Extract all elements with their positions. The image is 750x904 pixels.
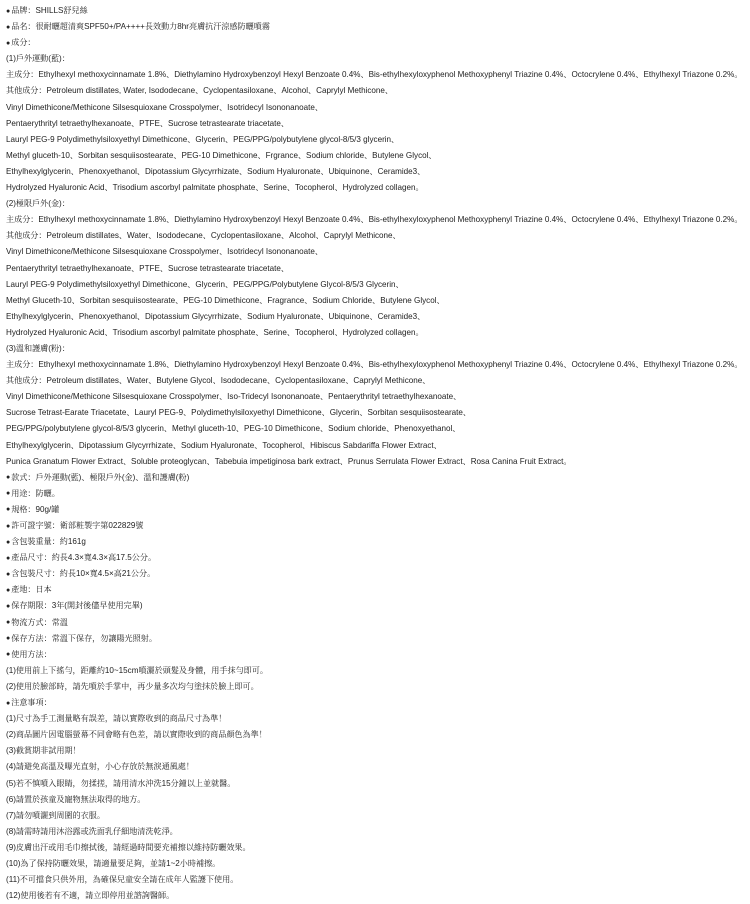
spec-bullet-line: ● 產地：日本 (6, 582, 744, 598)
spec-bullet-line: ● 規格：90g/罐 (6, 502, 744, 518)
spec-text-line: Vinyl Dimethicone/Methicone Silsesquioxane Crosspolymer、Isotridecyl Isononanoate、 (6, 102, 324, 112)
spec-bullet-line: ● 品名：很耐曬超清爽SPF50+/PA++++長效動力8hr亮膚抗汗涼感防曬噴霧 (6, 19, 744, 35)
spec-bullet-line: ● 用途：防曬。 (6, 486, 744, 502)
spec-text-line: (8)請需時請用沐浴露或洗面乳仔細地清洗乾淨。 (6, 826, 178, 836)
spec-text-line: Ethylhexylglycerin、Dipotassium Glycyrrhizate、Sodium Hyaluronate、Tocopherol、Hibiscus Sabdariffa Flower Extract、 (6, 440, 442, 450)
spec-text-line: (10)為了保持防曬效果，請適量要足夠，並請1~2小時補擦。 (6, 858, 221, 868)
spec-bullet-line: ● 注意事項： (6, 695, 744, 711)
spec-text-line: Methyl gluceth-10、Sorbitan sesquiisostearate、PEG-10 Dimethicone、Frgrance、Sodium chloride、Butylene Glycol、 (6, 150, 437, 160)
spec-text-line: Hydrolyzed Hyaluronic Acid、Trisodium ascorbyl palmitate phosphate、Serine、Tocopherol、Hydrolyzed collagen。 (6, 327, 424, 337)
spec-text-line: 其他成分：Petroleum distillates, Water, Isododecane、Cyclopentasiloxane、Alcohol、Caprylyl Methicone、 (6, 86, 394, 96)
spec-bullet-line: ● 保存方法：常溫下保存，勿讓陽光照射。 (6, 631, 744, 647)
spec-text-line: (9)皮膚出汗或用毛巾擦拭後，請經過時間要充補擦以維持防曬效果。 (6, 842, 251, 852)
product-spec-document (6, 3, 744, 904)
spec-bullet-line: ● 品牌：SHILLS舒兒絲 (6, 3, 744, 19)
spec-text-line: Lauryl PEG-9 Polydimethylsiloxyethyl Dimethicone、Glycerin、PEG/PPG/Polybutylene Glycol-8/5/3 Glycerin、 (6, 279, 404, 289)
spec-text-line: (1)使用前上下搖勻，距離約10~15cm噴灑於頭髮及身體，用手抹勻即可。 (6, 665, 268, 675)
spec-text-line: (5)若不慎噴入眼睛，勿揉搓，請用清水沖洗15分鐘以上並就醫。 (6, 778, 236, 788)
spec-text-line: (1)尺寸為手工測量略有誤差，請以實際收到的商品尺寸為準！ (6, 714, 227, 724)
spec-text-line: (3)截賞期非試用期！ (6, 746, 81, 756)
spec-text-line: Sucrose Tetrast-Earate Triacetate、Lauryl PEG-9、Polydimethylsiloxyethyl Dimethicone、Glycerin、Sorbitan sesquiisostearate、 (6, 408, 471, 418)
spec-bullet-line: ● 含包裝重量：約161g (6, 534, 744, 550)
spec-text-line: Lauryl PEG-9 Polydimethylsiloxyethyl Dimethicone、Glycerin、PEG/PPG/polybutylene glycol-8/5/3 glycerin、 (6, 134, 400, 144)
spec-bullet-line: ● 許可證字號：衛部粧製字第022829號 (6, 518, 744, 534)
spec-text-line: PEG/PPG/polybutylene glycol-8/5/3 glycerin、Methyl gluceth-10、PEG-10 Dimethicone、Sodium chloride、Phenoxyethanol、 (6, 424, 461, 434)
spec-bullet-line: ● 含包裝尺寸：約長10×寬4.5×高21公分。 (6, 566, 744, 582)
spec-text-line: Ethylhexylglycerin、Phenoxyethanol、Dipotassium Glycyrrhizate、Sodium Hyaluronate、Ubiquinone、Ceramide3、 (6, 311, 426, 321)
spec-bullet-line: ● 成分： (6, 35, 744, 51)
spec-text-line: Pentaerythrityl tetraethylhexanoate、PTFE、Sucrose tetrastearate triacetate、 (6, 263, 289, 273)
spec-text-line: (2)使用於臉部時，請先噴於手掌中，再少量多次均勻塗抹於臉上即可。 (6, 681, 259, 691)
spec-text-line: 主成分：Ethylhexyl methoxycinnamate 1.8%、Diethylamino Hydroxybenzoyl Hexyl Benzoate 0.4%、Bis-ethylhexyloxyphenol Methoxyphenyl Triazine 0.4%、Octocrylene 0.4%、Ethylhexyl Triazone 0.2%。 (6, 360, 743, 370)
spec-text-line: (1)戶外運動(藍)： (6, 54, 70, 64)
spec-text-line: (11)不可擋食只供外用，為確保兒童安全請在成年人監護下使用。 (6, 875, 239, 885)
spec-text-line: 其他成分：Petroleum distillates、Water、Isododecane、Cyclopentasiloxane、Alcohol、Caprylyl Methicone、 (6, 231, 401, 241)
spec-bullet-line: ● 款式：戶外運動(藍)、極限戶外(金)、溫和護膚(粉) (6, 470, 744, 486)
spec-text-line: 主成分：Ethylhexyl methoxycinnamate 1.8%、Diethylamino Hydroxybenzoyl Hexyl Benzoate 0.4%、Bis-ethylhexyloxyphenol Methoxyphenyl Triazine 0.4%、Octocrylene 0.4%、Ethylhexyl Triazone 0.2%。 (6, 70, 743, 80)
spec-text-line: (3)溫和護膚(粉)： (6, 343, 70, 353)
spec-text-line: Vinyl Dimethicone/Methicone Silsesquioxane Crosspolymer、Iso-Tridecyl Isononanoate、Pentaerythrityl tetraethylhexanoate、 (6, 392, 462, 402)
spec-bullet-line: ● 物流方式：常溫 (6, 615, 744, 631)
spec-text-line: Hydrolyzed Hyaluronic Acid、Trisodium ascorbyl palmitate phosphate、Serine、Tocopherol、Hydrolyzed collagen。 (6, 183, 424, 193)
spec-bullet-line: ● 保存期限：3年(開封後儘早使用完畢) (6, 598, 744, 614)
spec-text-line: Punica Granatum Flower Extract、Soluble proteoglycan、Tabebuia impetiginosa bark extract、Prunus Serrulata Flower Extract、Rosa Canina Fruit Extract。 (6, 456, 572, 466)
spec-text-line: (6)請置於孩童及寵物無法取得的地方。 (6, 794, 146, 804)
spec-bullet-line: ● 使用方法： (6, 647, 744, 663)
spec-text-line: Vinyl Dimethicone/Methicone Silsesquioxane Crosspolymer、Isotridecyl Isononanoate、 (6, 247, 324, 257)
spec-text-line: 主成分：Ethylhexyl methoxycinnamate 1.8%、Diethylamino Hydroxybenzoyl Hexyl Benzoate 0.4%、Bis-ethylhexyloxyphenol Methoxyphenyl Triazine 0.4%、Octocrylene 0.4%、Ethylhexyl Triazone 0.2%。 (6, 215, 743, 225)
spec-text-line: 其他成分：Petroleum distillates、Water、Butylene Glycol、Isododecane、Cyclopentasiloxane、Caprylyl Methicone、 (6, 376, 431, 386)
spec-text-line: Methyl Gluceth-10、Sorbitan sesquiisostearate、PEG-10 Dimethicone、Fragrance、Sodium Chloride、Butylene Glycol、 (6, 295, 445, 305)
spec-text-line: (2)商品圖片因電腦螢幕不同會略有色差，請以實際收到的商品顏色為準！ (6, 730, 267, 740)
spec-text-line: (4)請避免高溫及曝光直射，小心存放於無淚通風處！ (6, 762, 194, 772)
spec-bullet-line: ● 產品尺寸：約長4.3×寬4.3×高17.5公分。 (6, 550, 744, 566)
spec-text-line: (12)使用後若有不適，請立即停用並諮詢醫師。 (6, 891, 175, 901)
spec-text-line: (7)請勿噴灑到周圍的衣服。 (6, 810, 105, 820)
spec-text-line: Pentaerythrityl tetraethylhexanoate、PTFE、Sucrose tetrastearate triacetate、 (6, 118, 289, 128)
spec-text-line: Ethylhexylglycerin、Phenoxyethanol、Dipotassium Glycyrrhizate、Sodium Hyaluronate、Ubiquinone、Ceramide3、 (6, 166, 426, 176)
spec-text-line: (2)極限戶外(金)： (6, 199, 70, 209)
